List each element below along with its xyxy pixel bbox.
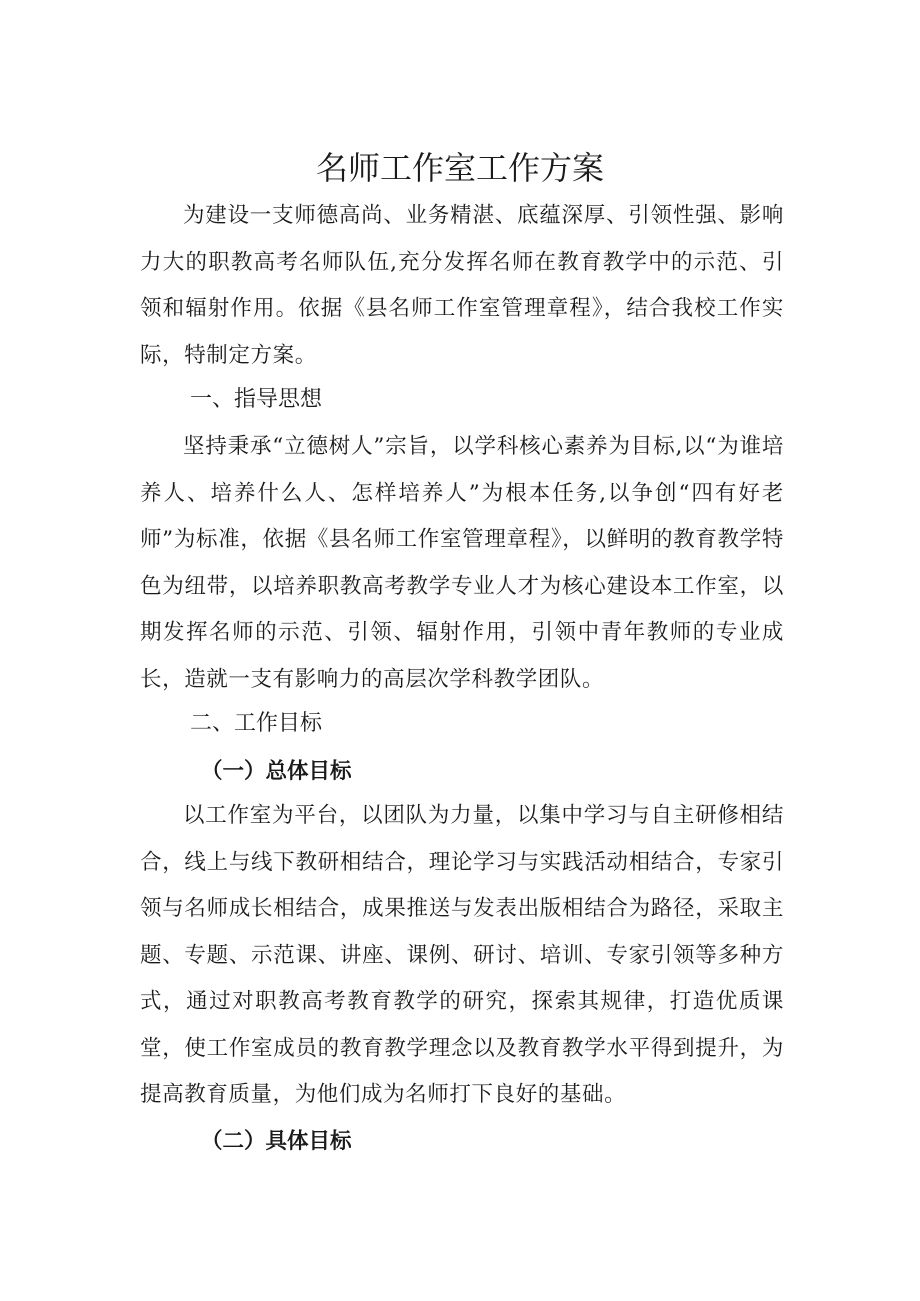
sub-heading-overall-goals: （一）总体目标: [201, 759, 352, 784]
section-heading-guiding-ideology: 一、指导思想: [190, 387, 323, 412]
intro-paragraph: 为建设一支师德高尚、业务精湛、底蕴深厚、引领性强、影响力大的职教高考名师队伍,充分发挥名师在教育教学中的示范、引领和辐射作用。依据《县名师工作室管理章程》，结合我校工作实际，特制定方案。: [140, 203, 784, 368]
document-title: 名师工作室工作方案: [315, 149, 604, 188]
section-heading-work-goals: 二、工作目标: [190, 711, 323, 736]
sub-heading-specific-goals: （二）具体目标: [201, 1129, 352, 1154]
overall-goals-paragraph: 以工作室为平台，以团队为力量，以集中学习与自主研修相结合，线上与线下教研相结合，理论学习与实践活动相结合，专家引领与名师成长相结合，成果推送与发表出版相结合为路径，采取主题、专题、示范课、讲座、课例、研讨、培训、专家引领等多种方式，通过对职教高考教育教学的研究，探索其规律，打造优质课堂，使工作室成员的教育教学理念以及教育教学水平得到提升，为提高教育质量，为他们成为名师打下良好的基础。: [140, 803, 784, 1107]
guiding-ideology-paragraph: 坚持秉承“立德树人”宗旨，以学科核心素养为目标,以“为谁培养人、培养什么人、怎样培养人”为根本任务,以争创“四有好老师”为标准，依据《县名师工作室管理章程》，以鲜明的教育教学特色为纽带，以培养职教高考教学专业人才为核心建设本工作室，以期发挥名师的示范、引领、辐射作用，引领中青年教师的专业成长，造就一支有影响力的高层次学科教学团队。: [140, 434, 784, 692]
